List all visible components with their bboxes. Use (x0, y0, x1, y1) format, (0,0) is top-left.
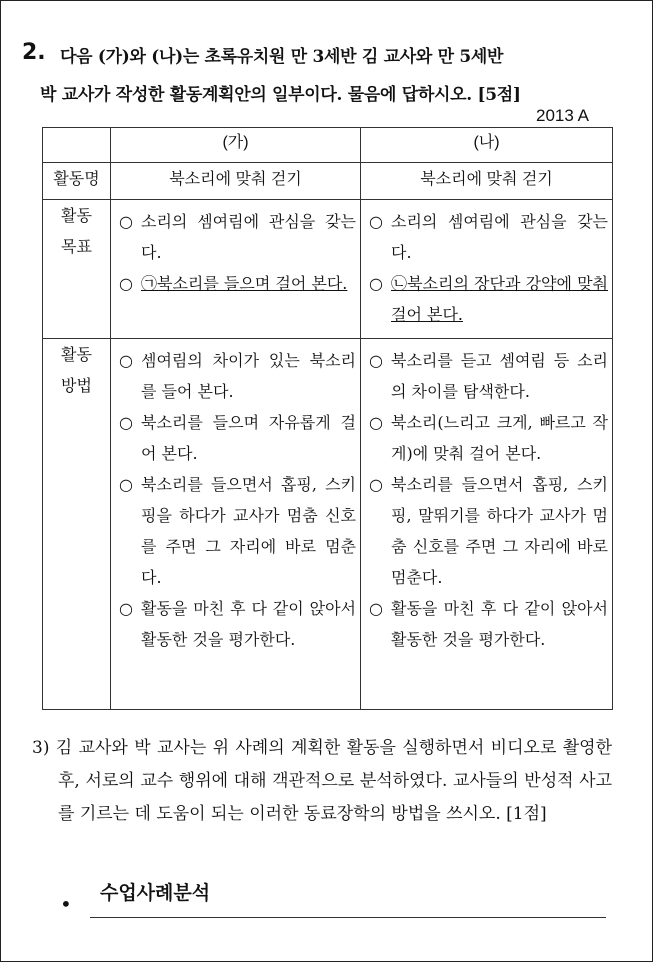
bullet-circle: ○ (119, 475, 133, 494)
method-text: 활동을 마친 후 다 같이 앉아서 활동한 것을 평가한다. (391, 599, 608, 649)
goal-text: 북소리를 들으며 걸어 본다. (157, 274, 348, 293)
list-item (369, 469, 608, 593)
activity-name-ga: 북소리에 맞춰 걷기 (111, 163, 361, 200)
bullet-circle: ○ (119, 413, 133, 432)
list-item (369, 206, 608, 268)
goals-na (361, 200, 613, 339)
header-ga: (가) (111, 128, 361, 163)
list-item (369, 593, 608, 655)
question-stem-line2: 박 교사가 작성한 활동계획안의 일부이다. 물음에 답하시오. [5점] (40, 85, 521, 105)
bullet-circle: ○ (369, 212, 383, 231)
method-text: 북소리를 듣고 셈여림 등 소리의 차이를 탐색한다. (391, 351, 608, 401)
goal-text-underlined (141, 268, 356, 299)
subquestion (32, 732, 612, 831)
list-item (369, 268, 608, 330)
bullet-circle: ○ (369, 475, 383, 494)
bullet-circle: ○ (369, 351, 383, 370)
header-empty (43, 128, 111, 163)
header-na: (나) (361, 128, 613, 163)
list-item (369, 407, 608, 469)
answer-bullet: • (60, 892, 72, 916)
list-item (119, 469, 356, 593)
goal-label-2: 목표 (61, 239, 92, 256)
goal-label-1: 활동 (61, 208, 92, 225)
list-item (119, 268, 356, 299)
bullet-circle: ○ (119, 212, 133, 231)
row-label-activity-method (43, 339, 111, 710)
subquestion-text: 3) 김 교사와 박 교사는 위 사례의 계획한 활동을 실행하면서 비디오로 촬영한 후, 서로의 교수 행위에 대해 객관적으로 분석하였다. 교사들의 반성적 사고를 기르는 데 도움이 되는 이러한 동료장학의 방법을 쓰시오. [1점] (32, 738, 612, 824)
goal-text: 소리의 셈여림에 관심을 갖는다. (141, 212, 356, 262)
method-text: 북소리를 들으면서 홉핑, 스키핑, 말뛰기를 하다가 교사가 멈춤 신호를 주면 그 자리에 바로 멈춘다. (391, 475, 608, 587)
method-text: 북소리를 들으면서 홉핑, 스키핑을 하다가 교사가 멈춤 신호를 주면 그 자리에 바로 멈춘다. (141, 475, 356, 587)
method-text: 북소리(느리고 크게, 빠르고 작게)에 맞춰 걸어 본다. (391, 413, 608, 463)
marker-giyeok: ㉠ (141, 274, 158, 293)
table-header-row (43, 128, 613, 163)
list-item (119, 206, 356, 268)
method-label-1: 활동 (61, 347, 92, 364)
list-item (119, 407, 356, 469)
marker-nieun: ㉡ (391, 274, 408, 293)
method-label-2: 방법 (61, 378, 92, 395)
activity-name-na: 북소리에 맞춰 걷기 (361, 163, 613, 200)
list-item (119, 593, 356, 655)
answer-underline (90, 917, 606, 918)
row-label-activity-goal (43, 200, 111, 339)
bullet-circle: ○ (369, 599, 383, 618)
question-stem-line1: 다음 (가)와 (나)는 초록유치원 만 3세반 김 교사와 만 5세반 (60, 47, 504, 67)
method-text: 활동을 마친 후 다 같이 앉아서 활동한 것을 평가한다. (141, 599, 356, 649)
methods-ga (111, 339, 361, 710)
method-text: 북소리를 들으며 자유롭게 걸어 본다. (141, 413, 356, 463)
bullet-circle: ○ (369, 413, 383, 432)
activity-goal-row (43, 200, 613, 339)
bullet-circle: ○ (119, 274, 133, 293)
methods-na (361, 339, 613, 710)
bullet-circle: ○ (119, 351, 133, 370)
exam-year: 2013 A (536, 106, 589, 125)
goal-text-underlined (391, 268, 608, 330)
bullet-circle: ○ (119, 599, 133, 618)
activity-method-row (43, 339, 613, 710)
activity-plan-table (42, 127, 613, 710)
list-item (369, 345, 608, 407)
method-text: 셈여림의 차이가 있는 북소리를 들어 본다. (141, 351, 356, 401)
activity-name-row (43, 163, 613, 200)
row-label-activity-name: 활동명 (43, 163, 111, 200)
goal-text: 소리의 셈여림에 관심을 갖는다. (391, 212, 608, 262)
goal-text: 북소리의 장단과 강약에 맞춰 걸어 본다. (391, 274, 608, 324)
bullet-circle: ○ (369, 274, 383, 293)
answer-text: 수업사례분석 (100, 883, 211, 904)
goals-ga (111, 200, 361, 339)
question-number: 2. (22, 40, 46, 65)
list-item (119, 345, 356, 407)
